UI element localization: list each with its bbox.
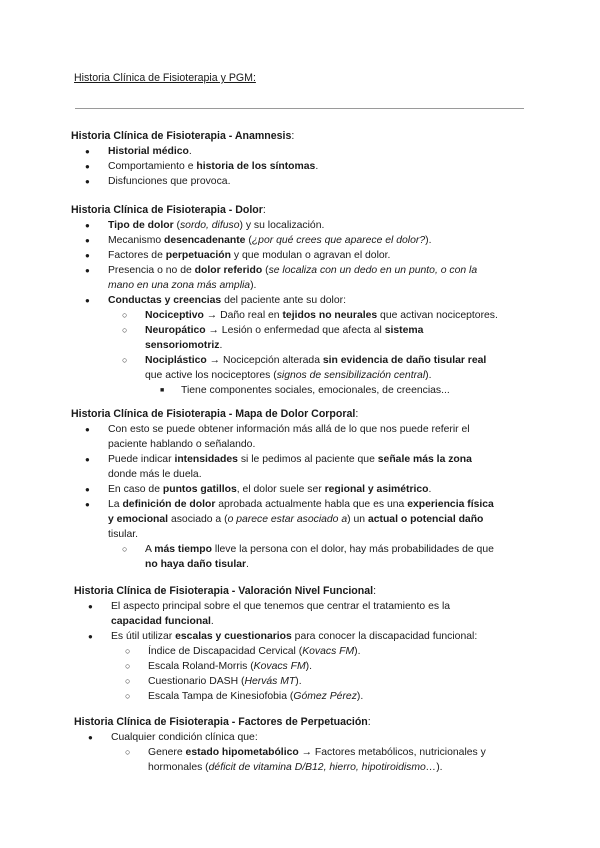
list-item: ● En caso de puntos gatillos, el dolor suele ser regional y asimétrico. <box>85 484 432 495</box>
bullet-icon: ● <box>88 733 93 742</box>
section-heading: Historia Clínica de Fisioterapia - Dolor: <box>71 204 266 216</box>
circle-bullet-icon: ○ <box>122 325 128 335</box>
circle-bullet-icon: ○ <box>122 355 128 365</box>
circle-bullet-icon: ○ <box>125 747 131 757</box>
bullet-icon: ● <box>85 296 90 305</box>
bullet-icon: ● <box>85 147 90 156</box>
horizontal-divider <box>75 108 524 109</box>
list-item: ● Con esto se puede obtener información más allá de lo que nos puede referir el paciente hablando o señalando. <box>85 424 470 450</box>
list-item: ● Historial médico. <box>85 146 192 157</box>
bullet-icon: ● <box>85 177 90 186</box>
list-item: ● Conductas y creencias del paciente ante su dolor: <box>85 295 346 306</box>
sub-list-item: ○ Escala Tampa de Kinesiofobia (Gómez Pérez). <box>125 691 364 702</box>
sub-list-item: ○ Índice de Discapacidad Cervical (Kovacs FM). <box>125 646 361 657</box>
section-factores-perpetuacion <box>74 715 544 775</box>
circle-bullet-icon: ○ <box>122 310 128 320</box>
section-heading: Historia Clínica de Fisioterapia - Valoración Nivel Funcional: <box>74 585 377 597</box>
list-item: ● Disfunciones que provoca. <box>85 176 231 187</box>
bullet-icon: ● <box>88 602 93 611</box>
list-item: ● Cualquier condición clínica que: <box>88 732 258 743</box>
list-item: ● Comportamiento e historia de los síntomas. <box>85 161 319 172</box>
section-anamnesis <box>71 129 541 189</box>
list-item: ● Mecanismo desencadenante (¿por qué crees que aparece el dolor?). <box>85 235 432 246</box>
bullet-icon: ● <box>85 266 90 275</box>
sub-list-item: ○ Neuropático → Lesión o enfermedad que afecta al sistema sensoriomotriz. <box>122 325 424 351</box>
bullet-icon: ● <box>85 455 90 464</box>
sub-list-item: ○ Cuestionario DASH (Hervás MT). <box>125 676 302 687</box>
sub-sub-list-item: ■ Tiene componentes sociales, emocionales, de creencias... <box>160 385 450 396</box>
bullet-icon: ● <box>85 162 90 171</box>
list-item: ● Factores de perpetuación y que modulan o agravan el dolor. <box>85 250 391 261</box>
list-item: ● La definición de dolor aprobada actualmente habla que es una experiencia física y emocional asociado a (o parece estar asociado a) un actual o potencial daño tisular. <box>85 499 494 540</box>
sub-list-item: ○ A más tiempo lleve la persona con el dolor, hay más probabilidades de que no haya daño tisular. <box>122 544 494 570</box>
circle-bullet-icon: ○ <box>125 676 131 686</box>
bullet-icon: ● <box>85 485 90 494</box>
bullet-icon: ● <box>85 500 90 509</box>
square-bullet-icon: ■ <box>160 387 165 394</box>
sub-list-item: ○ Escala Roland-Morris (Kovacs FM). <box>125 661 312 672</box>
section-heading: Historia Clínica de Fisioterapia - Mapa de Dolor Corporal: <box>71 408 359 420</box>
sub-list-item: ○ Nociceptivo → Daño real en tejidos no neurales que activan nociceptores. <box>122 310 498 321</box>
sub-list-item: ○ Nociplástico → Nocicepción alterada sin evidencia de daño tisular real que active los nociceptores (signos de sensibilización central). <box>122 355 487 381</box>
list-item: ● Presencia o no de dolor referido (se localiza con un dedo en un punto, o con la mano en una zona más amplia). <box>85 265 478 291</box>
circle-bullet-icon: ○ <box>125 661 131 671</box>
list-item: ● Tipo de dolor (sordo, difuso) y su localización. <box>85 220 325 231</box>
section-nivel-funcional <box>74 584 544 704</box>
document-title: Historia Clínica de Fisioterapia y PGM: <box>74 72 256 84</box>
section-heading: Historia Clínica de Fisioterapia - Anamnesis: <box>71 130 295 142</box>
list-item: ● El aspecto principal sobre el que tenemos que centrar el tratamiento es la capacidad funcional. <box>88 601 451 627</box>
section-dolor <box>71 203 541 398</box>
bullet-icon: ● <box>85 251 90 260</box>
circle-bullet-icon: ○ <box>122 544 128 554</box>
circle-bullet-icon: ○ <box>125 691 131 701</box>
sub-list-item: ○ Genere estado hipometabólico → Factores metabólicos, nutricionales y hormonales (déficit de vitamina D/B12, hierro, hipotiroidismo…). <box>125 747 486 773</box>
bullet-icon: ● <box>85 221 90 230</box>
bullet-icon: ● <box>85 236 90 245</box>
circle-bullet-icon: ○ <box>125 646 131 656</box>
list-item: ● Es útil utilizar escalas y cuestionarios para conocer la discapacidad funcional: <box>88 631 478 642</box>
bullet-icon: ● <box>85 425 90 434</box>
section-heading: Historia Clínica de Fisioterapia - Factores de Perpetuación: <box>74 716 371 728</box>
bullet-icon: ● <box>88 632 93 641</box>
list-item: ● Puede indicar intensidades si le pedimos al paciente que señale más la zona donde más le duela. <box>85 454 472 480</box>
section-mapa-dolor <box>71 407 541 572</box>
